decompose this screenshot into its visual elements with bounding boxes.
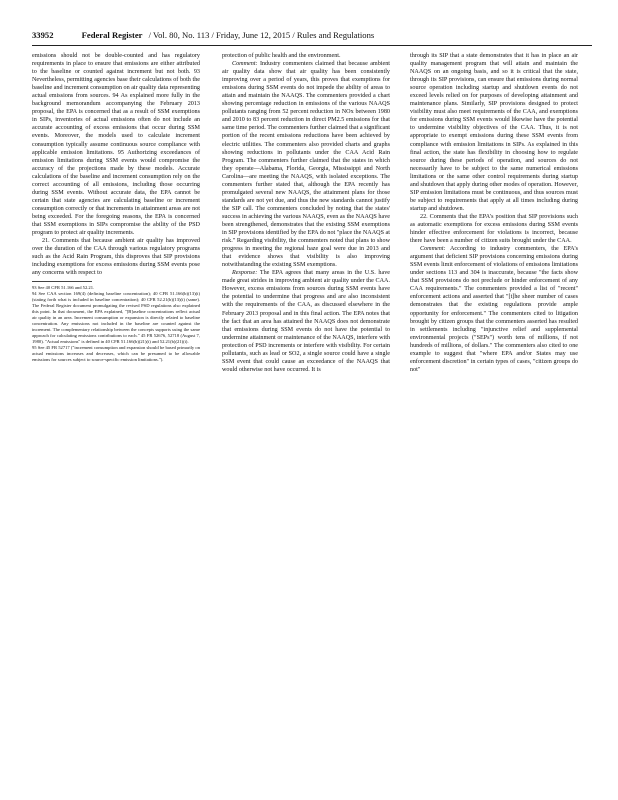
header-rule (32, 45, 592, 46)
response-label: Response: (232, 270, 258, 277)
col2-comment-text: Industry commenters claimed that because ambient air quality data show that air quality has been consistently improving over a period of years, this proves that exemptions for emissions during SSM events do not impede the ability of areas to attain and maintain the NAAQS. The commenters provided a chart showing percentage reduction in emissions of the various NAAQS pollutants ranging from 52 percent reduction in NOx between 1980 and 2010 to 83 percent reduction in direct PM2.5 emissions for that same time period. The commenters further claimed that a significant portion of the recent emissions reductions have been achieved by electric utilities. The commenters also provided charts and graphs showing reductions in pollutants under the CAA Acid Rain Program. The commenters further claimed that the states in which they operate—Alabama, Florida, Georgia, Mississippi and North Carolina—are meeting the NAAQS, with isolated exceptions. The commenters further stated that, although the EPA recently has promulgated several new NAAQS, the attainment plans for those standards are not yet due, and thus the new standards cannot justify the SIP call. The commenters concluded by noting that the states' success in achieving the various NAAQS, even as the NAAQS have been strengthened, demonstrates that the existing SSM exemptions in SIP provisions identified by the EPA do not "place the NAAQS at risk." Regarding visibility, the commenters noted that plans to show progress in meeting the regional haze goal were due in 2013 and that evidence shows that visibility is also improving notwithstanding the existing SSM exemptions. (222, 61, 391, 269)
col2-response-text: The EPA agrees that many areas in the U.S. have made great strides in improving ambient air quality under the CAA. However, excess emissions from sources during SSM events have the potential to undermine that progress and are also inconsistent with the requirements of the CAA, as discussed elsewhere in the February 2013 proposal and in this final action. The EPA notes that the fact that an area has attained the NAAQS does not demonstrate that emissions during SSM events do not have the potential to undermine attainment or maintenance of the NAAQS, interfere with protection of PSD increments or interfere with visibility. For certain pollutants, such as lead or SO2, a single source could have a single SSM event that could cause an exceedance of the NAAQS that would otherwise not have occurred. It is (222, 270, 390, 373)
col3-paragraph-2: 22. Comments that the EPA's position that SIP provisions such as automatic exemptions for excess emissions during SSM events hinder effective enforcement for violations is incorrect, because there have been a number of citizen suits brought under the CAA. (410, 213, 578, 245)
page-number: 33952 (32, 30, 54, 40)
col3-comment-text: According to industry commenters, the EPA's argument that deficient SIP provisions concerning emissions during SSM events limit enforcement of violations of emissions limitations under sections 113 and 304 is inaccurate, because "the facts show that SSM provisions do not preclude or hinder enforcement of any CAA requirements." The commenters provided a list of "recent" enforcement actions and asserted that "[t]he sheer number of cases demonstrates that the existing regulations provide ample opportunity for enforcement." The commenters cited to litigation brought by citizen groups that the commenters asserted has resulted in settlements including "injunctive relief and supplemental environmental projects ("SEPs") worth tens of millions, if not hundreds of millions, of dollars." The commenters also cited to one example to suggest that "where EPA and/or States may use enforcement discretion" in certain types of cases, "citizen groups do not" (410, 246, 578, 373)
col2-response-paragraph (222, 269, 390, 374)
col1-paragraph-2: 21. Comments that because ambient air quality has improved over the duration of the CAA through various regulatory programs such as the Acid Rain Program, this disproves that SIP provisions including exemptions for excess emissions during SSM events pose any concerns with respect to (32, 238, 200, 277)
issue-info: / Vol. 80, No. 113 / Friday, June 12, 2015 / Rules and Regulations (148, 30, 375, 40)
column-left (32, 52, 200, 363)
page-header (32, 30, 592, 44)
column-right (410, 52, 578, 374)
col2-paragraph-1: protection of public health and the environment. (222, 53, 341, 59)
comment-label-2: Comment: (420, 246, 446, 253)
col3-comment-paragraph (410, 245, 578, 374)
col2-comment-paragraph (222, 60, 390, 269)
column-middle (222, 52, 390, 374)
publication-title: Federal Register (81, 30, 143, 40)
comment-label: Comment: (232, 61, 258, 68)
col1-paragraph-1: emissions should not be double-counted and has regulatory requirements in place to ensure that emissions are either attributed to the baseline or counted against increment but not both. 93 Nevertheless, permitting agencies base their calculations of both the baseline and increment consumption on air quality data representing actual emissions from sources. 94 As explained more fully in the background memorandum accompanying the February 2013 proposal, the EPA is concerned that as a result of SSM exemptions in SIPs, inventories of actual emissions often do not include an accurate accounting of excess emissions that occur during SSM events. Moreover, the models used to calculate increment consumption typically assume continuous source compliance with applicable emission limitations. 95 Authorizing exceedances of emission limitations during SSM events would compromise the accuracy of the projections made by these models. Accurate calculations of the baseline and increment consumption rely on the correct accounting of all emissions, including those occurring during SSM events. Without accurate data, the EPA cannot be certain that state agencies are calculating baseline or increment consumption correctly or that increments in attainment areas are not being exceeded. For the foregoing reasons, the EPA is concerned that SSM exemptions in SIPs compromise the ability of the PSD program to protect air quality increments. (32, 53, 200, 237)
footnote-rule (32, 281, 92, 282)
col3-paragraph-1: through its SIP that a state demonstrates that it has in place an air quality management program that will attain and maintain the NAAQS on an ongoing basis, and so it is critical that the state, through its SIP provisions, can ensure that emissions during normal source operation including startup and shutdown events do not exceed levels relied on for purposes of developing attainment and maintenance plans. Similarly, SIP provisions designed to protect visibility must also meet requirements of the CAA, and exemptions for emissions during SSM events would likewise have the potential to undermine visibility objectives of the CAA. Thus, it is not appropriate to exempt emissions during these SSM events from compliance with emission limitations in SIPs. As explained in this final action, the state has flexibility in choosing how to regulate source during these periods of operation, and sources do not necessarily have to be subject to the same numerical emissions limitations or the same other control requirements during startup and shutdown that apply during other modes of operation. However, SIP emission limitations must be continuous, and thus sources must be subject to requirements that apply at all times including during startup and shutdown. (410, 53, 578, 212)
footnote-94: 94 See CAA section 169(4) (defining baseline concentration); 40 CFR 51.166(b)(13)(i) (stating forth what is included in baseline concentration); 40 CFR 52.21(b)(13)(i) (same). The Federal Register document promulgating the revised PSD regulations also explained this point. In that document, the EPA explained, "[B]aseline concentrations reflect actual air quality in an area. Increment consumption or expansion is directly related to baseline concentration. Any emissions not included in the baseline are counted against the increment. The complementary relationship between the concepts supports using the same approach for calculating emissions contributions to each." 45 FR 52676, 52718 (August 7, 1980). "Actual emissions" is defined in 40 CFR 51.166(b)(21)(i) and 52.21(b)(21)(i). (32, 291, 200, 345)
footnote-95: 95 See 45 FR 52717 ("increment consumption and expansion should be based primarily on actual emissions increases and decreases, which can be presumed to be allowable emissions for sources subject to source-specific emission limitations."). (32, 345, 200, 363)
footnote-93: 93 See 40 CFR 51.166 and 52.21. (32, 285, 95, 291)
